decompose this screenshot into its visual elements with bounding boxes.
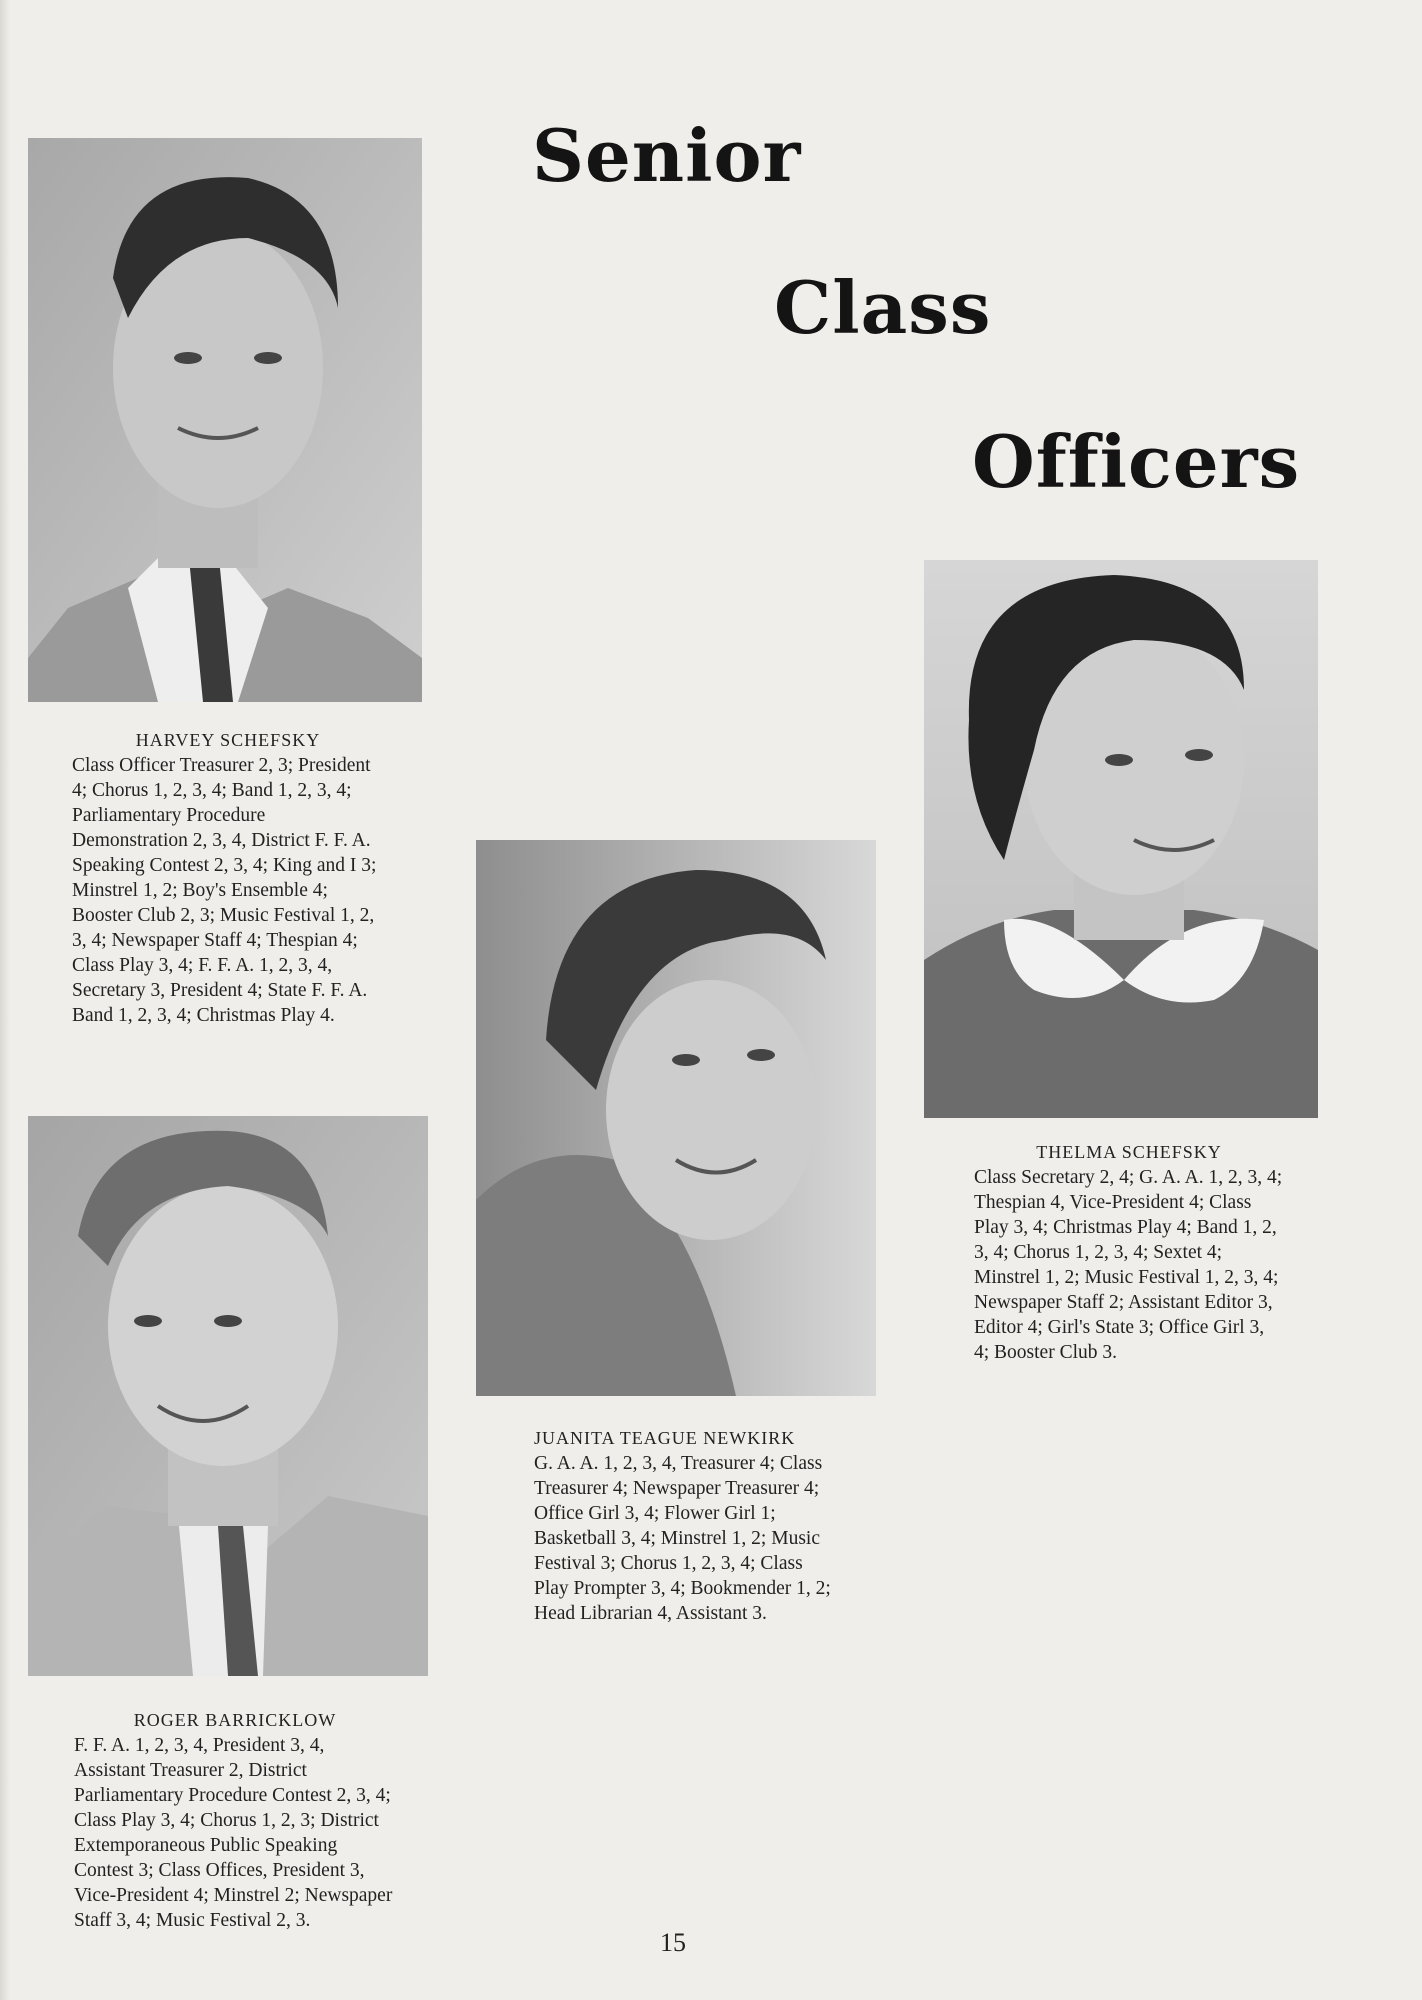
caption-thelma <box>974 1140 1284 1365</box>
caption-harvey <box>72 728 384 1028</box>
officer-bio: Class Secretary 2, 4; G. A. A. 1, 2, 3, 4; Thespian 4, Vice-President 4; Class Play 3, 4; Christmas Play 4; Band 1, 2, 3, 4; Chorus 1, 2, 3, 4; Sextet 4; Minstrel 1, 2; Music Festival 1, 2, 3, 4; Newspaper Staff 2; Assistant Editor 3, Editor 4; Girl's State 3; Office Girl 3, 4; Booster Club 3. <box>974 1167 1283 1363</box>
portrait-photo-roger <box>28 1116 428 1676</box>
portrait-photo-juanita <box>476 840 876 1396</box>
caption-juanita <box>534 1426 840 1626</box>
officer-name: JUANITA TEAGUE NEWKIRK <box>534 1428 796 1448</box>
page-number: 15 <box>660 1928 686 1957</box>
officer-bio: G. A. A. 1, 2, 3, 4, Treasurer 4; Class Treasurer 4; Newspaper Treasurer 4; Office Girl 3, 4; Flower Girl 1; Basketball 3, 4; Minstrel 1, 2; Music Festival 3; Chorus 1, 2, 3, 4; Class Play Prompter 3, 4; Bookmender 1, 2; Head Librarian 4, Assistant 3. <box>534 1453 831 1624</box>
heading-senior: Senior <box>532 113 802 198</box>
heading-officers: Officers <box>972 419 1301 504</box>
officer-name: ROGER BARRICKLOW <box>133 1710 337 1730</box>
officer-bio: F. F. A. 1, 2, 3, 4, President 3, 4, Assistant Treasurer 2, District Parliamentary Procedure Contest 2, 3, 4; Class Play 3, 4; Chorus 1, 2, 3; District Extemporaneous Public Speaking Contest 3; Class Offices, President 3, Vice-President 4; Minstrel 2; Newspaper Staff 3, 4; Music Festival 2, 3. <box>74 1735 393 1931</box>
officer-name: HARVEY SCHEFSKY <box>135 730 321 750</box>
officer-name: THELMA SCHEFSKY <box>1036 1142 1222 1162</box>
heading-class: Class <box>774 265 992 350</box>
page-binding-edge <box>0 0 10 2000</box>
officer-bio: Class Officer Treasurer 2, 3; President 4; Chorus 1, 2, 3, 4; Band 1, 2, 3, 4; Parliamentary Procedure Demonstration 2, 3, 4, District F. F. A. Speaking Contest 2, 3, 4; King and I 3; Minstrel 1, 2; Boy's Ensemble 4; Booster Club 2, 3; Music Festival 1, 2, 3, 4; Newspaper Staff 4; Thespian 4; Class Play 3, 4; F. F. A. 1, 2, 3, 4, Secretary 3, President 4; State F. F. A. Band 1, 2, 3, 4; Christmas Play 4. <box>72 755 377 1026</box>
portrait-photo-harvey <box>28 138 422 702</box>
portrait-photo-thelma <box>924 560 1318 1118</box>
caption-roger <box>74 1708 396 1933</box>
